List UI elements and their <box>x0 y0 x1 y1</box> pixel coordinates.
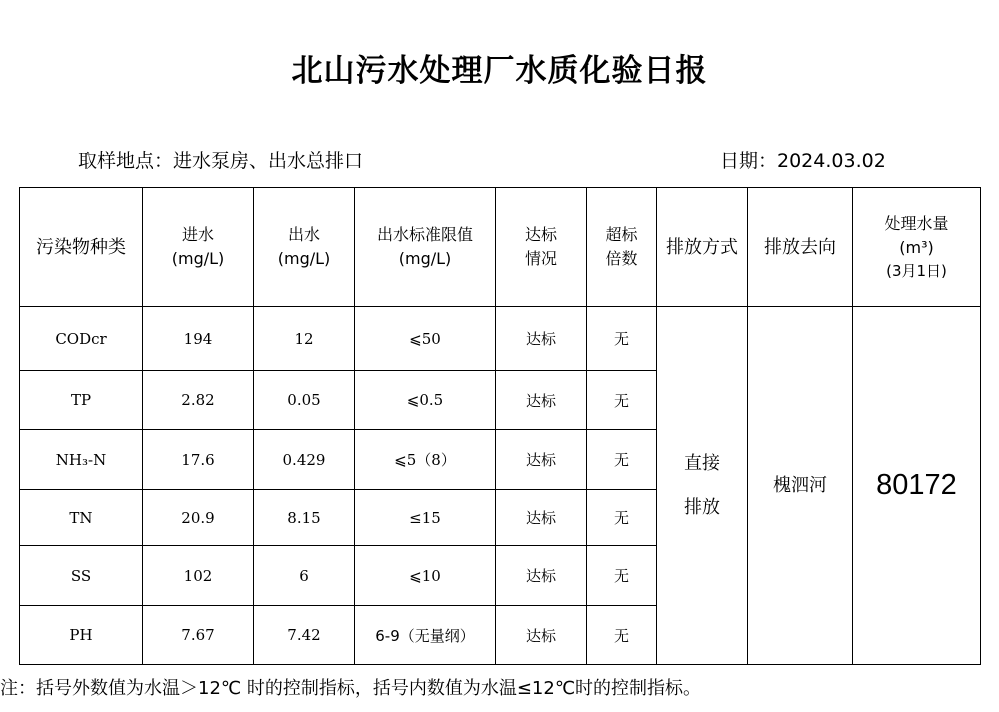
pollutant-cell: TP <box>20 371 143 430</box>
pollutant-cell: PH <box>20 606 143 665</box>
header-inflow: 进水 (mg/L) <box>143 188 254 307</box>
header-method: 排放方式 <box>657 188 748 307</box>
inflow-cell: 194 <box>143 307 254 371</box>
outflow-cell: 0.429 <box>254 430 355 490</box>
inflow-cell: 17.6 <box>143 430 254 490</box>
limit-cell: ⩽0.5 <box>355 371 496 430</box>
exceed-cell: 无 <box>587 430 657 490</box>
status-cell: 达标 <box>496 371 587 430</box>
status-cell: 达标 <box>496 307 587 371</box>
limit-cell: 6-9（无量纲） <box>355 606 496 665</box>
outflow-cell: 0.05 <box>254 371 355 430</box>
inflow-cell: 102 <box>143 546 254 606</box>
outflow-cell: 8.15 <box>254 490 355 546</box>
header-outflow: 出水 (mg/L) <box>254 188 355 307</box>
outflow-cell: 7.42 <box>254 606 355 665</box>
water-quality-table <box>19 187 981 665</box>
pollutant-cell: CODcr <box>20 307 143 371</box>
exceed-cell: 无 <box>587 546 657 606</box>
status-cell: 达标 <box>496 546 587 606</box>
exceed-cell: 无 <box>587 307 657 371</box>
limit-cell: ⩽10 <box>355 546 496 606</box>
inflow-cell: 20.9 <box>143 490 254 546</box>
header-row <box>20 188 981 307</box>
discharge-destination-cell: 槐泗河 <box>748 307 853 665</box>
report-title: 北山污水处理厂水质化验日报 <box>291 53 708 89</box>
inflow-cell: 7.67 <box>143 606 254 665</box>
report-date: 日期：2024.03.02 <box>720 150 886 172</box>
sampling-location: 取样地点：进水泵房、出水总排口 <box>78 150 364 172</box>
limit-cell: ⩽5（8） <box>355 430 496 490</box>
exceed-cell: 无 <box>587 606 657 665</box>
exceed-cell: 无 <box>587 490 657 546</box>
pollutant-cell: TN <box>20 490 143 546</box>
outflow-cell: 6 <box>254 546 355 606</box>
limit-cell: ⩽50 <box>355 307 496 371</box>
header-destination: 排放去向 <box>748 188 853 307</box>
status-cell: 达标 <box>496 430 587 490</box>
table-row <box>20 307 981 371</box>
header-pollutant: 污染物种类 <box>20 188 143 307</box>
header-exceed: 超标 倍数 <box>587 188 657 307</box>
header-volume: 处理水量 (m³) (3月1日) <box>853 188 981 307</box>
status-cell: 达标 <box>496 606 587 665</box>
exceed-cell: 无 <box>587 371 657 430</box>
inflow-cell: 2.82 <box>143 371 254 430</box>
limit-cell: ≤15 <box>355 490 496 546</box>
pollutant-cell: NH₃-N <box>20 430 143 490</box>
discharge-method-cell: 直接 排放 <box>657 307 748 665</box>
pollutant-cell: SS <box>20 546 143 606</box>
status-cell: 达标 <box>496 490 587 546</box>
header-compliance: 达标 情况 <box>496 188 587 307</box>
header-limit: 出水标准限值 (mg/L) <box>355 188 496 307</box>
footnote: 注：括号外数值为水温＞12℃ 时的控制指标，括号内数值为水温≤12℃时的控制指标。 <box>0 678 702 699</box>
treated-volume-cell: 80172 <box>853 307 981 665</box>
outflow-cell: 12 <box>254 307 355 371</box>
